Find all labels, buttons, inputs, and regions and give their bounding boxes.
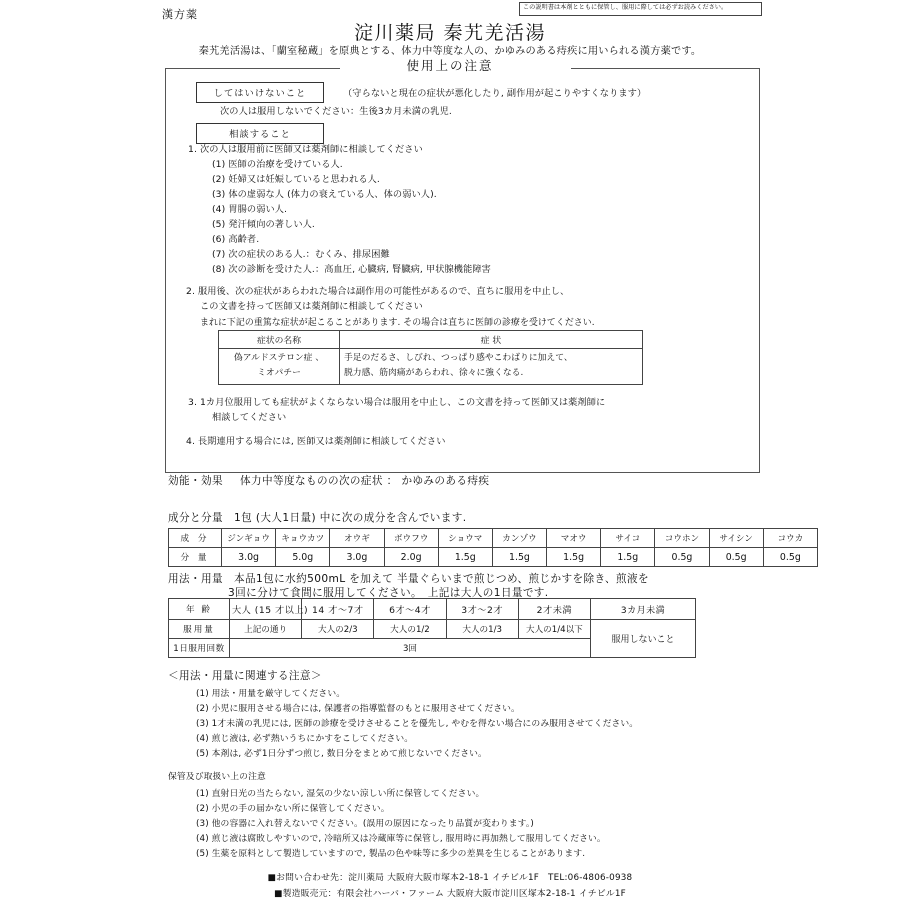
dosage-age: 2才未満 (518, 599, 590, 620)
ingredients-table (168, 528, 818, 567)
dosage-age: 3カ月未満 (591, 599, 696, 620)
do-not-note: （守らないと現在の症状が悪化したり, 副作用が起こりやすくなります） (343, 88, 647, 99)
dosage-amount: 大人の2/3 (302, 620, 374, 639)
symptom-detail-header: 症 状 (340, 331, 643, 349)
consult-sub-item: (7) 次の症状のある人.：むくみ、排尿困難 (212, 249, 390, 260)
dosage-amount-rowhead: 服用量 (169, 620, 230, 639)
ingredient-name: コウカ (763, 529, 817, 548)
ingredient-name-row (169, 529, 818, 548)
dosage-heading-line-2: 3回に分けて食間に服用してください。 上記は大人の1日量です. (228, 587, 549, 599)
dosage-frequency-rowhead: 1日服用回数 (169, 639, 230, 658)
dosage-note-item: (5) 本剤は, 必ず1日分ずつ煎じ, 数日分をまとめて煎じないでください。 (196, 749, 487, 759)
manufacturer-line: ■製造販売元：有限会社ハーバ・ファーム 大阪府大阪市淀川区塚本2-18-1 イチビル1F (274, 889, 626, 899)
symptom-detail-line: 脱力感、筋肉痛があらわれ、徐々に強くなる. (344, 368, 524, 379)
storage-note-item: (1) 直射日光の当たらない, 湿気の少ない涼しい所に保管してください。 (196, 789, 485, 799)
ingredient-amount: 0.5g (763, 548, 817, 567)
symptom-name-line: 偽アルドステロン症 、 (233, 353, 325, 363)
consult-tag: 相談すること (196, 123, 324, 144)
ingredient-amount: 1.5g (601, 548, 655, 567)
ingredient-name: カンゾウ (492, 529, 546, 548)
page-title: 淀川薬局 秦艽羌活湯 (353, 22, 547, 44)
table-row (219, 349, 643, 385)
consult-sub-item: (1) 医師の治療を受けている人. (212, 159, 343, 170)
consult-item-3-line-2: 相談してください (212, 412, 287, 423)
keep-with-medicine-note: この説明書は本剤とともに保管し、服用に際しては必ずお読みください。 (519, 2, 762, 16)
consult-item-3-line-1: 3. 1カ月位服用しても症状がよくならない場合は服用を中止し、この文書を持って医師又は薬剤師に (188, 397, 606, 408)
ingredient-name: コウホン (655, 529, 709, 548)
ingredient-name: キョウカツ (276, 529, 330, 548)
ingredient-name: サイシン (709, 529, 763, 548)
ingredients-heading: 成分と分量 1包 (大人1日量) 中に次の成分を含んでいます. (168, 512, 467, 524)
symptom-detail-line: 手足のだるさ、しびれ、つっぱり感やこわばりに加えて、 (344, 353, 573, 363)
ingredient-amount: 0.5g (655, 548, 709, 567)
storage-note-item: (2) 小児の手の届かない所に保管してください。 (196, 804, 390, 814)
ingredient-amount: 2.0g (384, 548, 438, 567)
consult-sub-item: (3) 体の虚弱な人 (体力の衰えている人、体の弱い人). (212, 189, 437, 200)
consult-sub-item: (8) 次の診断を受けた人.：高血圧, 心臓病, 腎臓病, 甲状腺機能障害 (212, 264, 491, 275)
dosage-note-item: (2) 小児に服用させる場合には, 保護者の指導監督のもとに服用させてください。 (196, 704, 520, 714)
dosage-note-item: (4) 煎じ液は, 必ず熱いうちにかすをこしてください。 (196, 734, 414, 744)
dosage-amount: 大人の1/3 (446, 620, 518, 639)
dosage-note-item: (3) 1才未満の乳児には, 医師の診療を受けさせることを優先し, やむを得ない場合にのみ服用させてください。 (196, 719, 639, 729)
consult-sub-item: (6) 高齢者. (212, 234, 260, 245)
storage-note-item: (3) 他の容器に入れ替えないでください。(誤用の原因になったり品質が変わります。) (196, 819, 534, 829)
ingredient-amount: 1.5g (438, 548, 492, 567)
efficacy-label: 効能・効果 (168, 475, 223, 487)
consult-sub-item: (5) 発汗傾向の著しい人. (212, 219, 315, 230)
ingredient-amount: 1.5g (547, 548, 601, 567)
dosage-amount-row (169, 620, 696, 639)
dosage-age: 3才〜2才 (446, 599, 518, 620)
dosage-amount: 大人の1/4以下 (518, 620, 590, 639)
dosage-heading-line-1: 用法・用量 本品1包に水約500mL を加えて 半量ぐらいまで煎じつめ、煎じかすを除き、煎液を (168, 573, 650, 585)
storage-note-item: (5) 生薬を原料として製造していますので, 製品の色や味等に多少の差異を生じることがあります. (196, 849, 586, 859)
dosage-table (168, 598, 696, 658)
dosage-age: 大人 (15 才以上) (230, 599, 302, 620)
dosage-age: 6才〜4才 (374, 599, 446, 620)
ingredient-name: オウギ (330, 529, 384, 548)
symptom-name-cell (219, 349, 340, 385)
dosage-amount: 大人の1/2 (374, 620, 446, 639)
storage-note-item: (4) 煎じ液は腐敗しやすいので, 冷暗所又は冷蔵庫等に保管し, 服用時に再加熱して服用してください。 (196, 834, 606, 844)
consult-sub-item: (4) 胃腸の弱い人. (212, 204, 288, 215)
symptom-name-header: 症状の名称 (219, 331, 340, 349)
table-header-row (219, 331, 643, 349)
dosage-frequency-value: 3回 (230, 639, 591, 658)
dosage-amount: 上記の通り (230, 620, 302, 639)
ingredient-name: ボウフウ (384, 529, 438, 548)
ingredient-amount: 1.5g (492, 548, 546, 567)
page-subtitle: 秦艽羌活湯は、「蘭室秘蔵」を原典とする、体力中等度な人の、かゆみのある痔疾に用いられる漢方薬です。 (198, 46, 702, 57)
ingredient-amount: 5.0g (276, 548, 330, 567)
do-not-tag: してはいけないこと (196, 82, 324, 103)
do-not-line: 次の人は服用しないでください：生後3カ月未満の乳児. (220, 106, 452, 117)
dosage-age-row (169, 599, 696, 620)
ingredient-amount: 3.0g (222, 548, 276, 567)
consult-sub-item: (2) 妊婦又は妊娠していると思われる人. (212, 174, 380, 185)
consult-item-2-line-1: 2. 服用後、次の症状があらわれた場合は副作用の可能性があるので、直ちに服用を中止し、 (186, 286, 570, 297)
ingredient-name: ショウマ (438, 529, 492, 548)
consult-item-4-line: 4. 長期連用する場合には, 医師又は薬剤師に相談してください (186, 436, 446, 447)
ingredient-name-rowhead: 成 分 (169, 529, 222, 548)
precautions-section-title: 使用上の注意 (406, 58, 494, 73)
symptom-detail-cell (340, 349, 643, 385)
ingredient-name: サイコ (601, 529, 655, 548)
ingredient-name: ジンギョウ (222, 529, 276, 548)
consult-item-2-line-3: まれに下記の重篤な症状が起こることがあります. その場合は直ちに医師の診療を受けてください. (200, 318, 595, 328)
serious-symptoms-table (218, 330, 643, 385)
dosage-age: 14 才〜7才 (302, 599, 374, 620)
kampo-category-label: 漢方薬 (162, 8, 198, 21)
efficacy-text: 体力中等度なものの次の症状 ： かゆみのある痔疾 (240, 475, 490, 487)
consult-item-2-line-2: この文書を持って医師又は薬剤師に相談してください (200, 301, 423, 312)
do-not-take-cell: 服用しないこと (591, 620, 696, 658)
ingredient-amount: 3.0g (330, 548, 384, 567)
ingredient-amount-row (169, 548, 818, 567)
storage-notes-heading: 保管及び取扱い上の注意 (168, 772, 266, 782)
ingredient-amount-rowhead: 分 量 (169, 548, 222, 567)
dosage-notes-heading: ＜用法・用量に関連する注意＞ (168, 670, 322, 682)
consult-item-1-heading: 1. 次の人は服用前に医師又は薬剤師に相談してください (188, 144, 423, 155)
ingredient-name: マオウ (547, 529, 601, 548)
dosage-age-rowhead: 年 齢 (169, 599, 230, 620)
dosage-note-item: (1) 用法・用量を厳守してください。 (196, 689, 346, 699)
ingredient-amount: 0.5g (709, 548, 763, 567)
contact-line: ■お問い合わせ先：淀川薬局 大阪府大阪市塚本2-18-1 イチビル1F TEL:06-4806-0938 (267, 873, 633, 883)
symptom-name-line: ミオパチー (257, 368, 301, 379)
